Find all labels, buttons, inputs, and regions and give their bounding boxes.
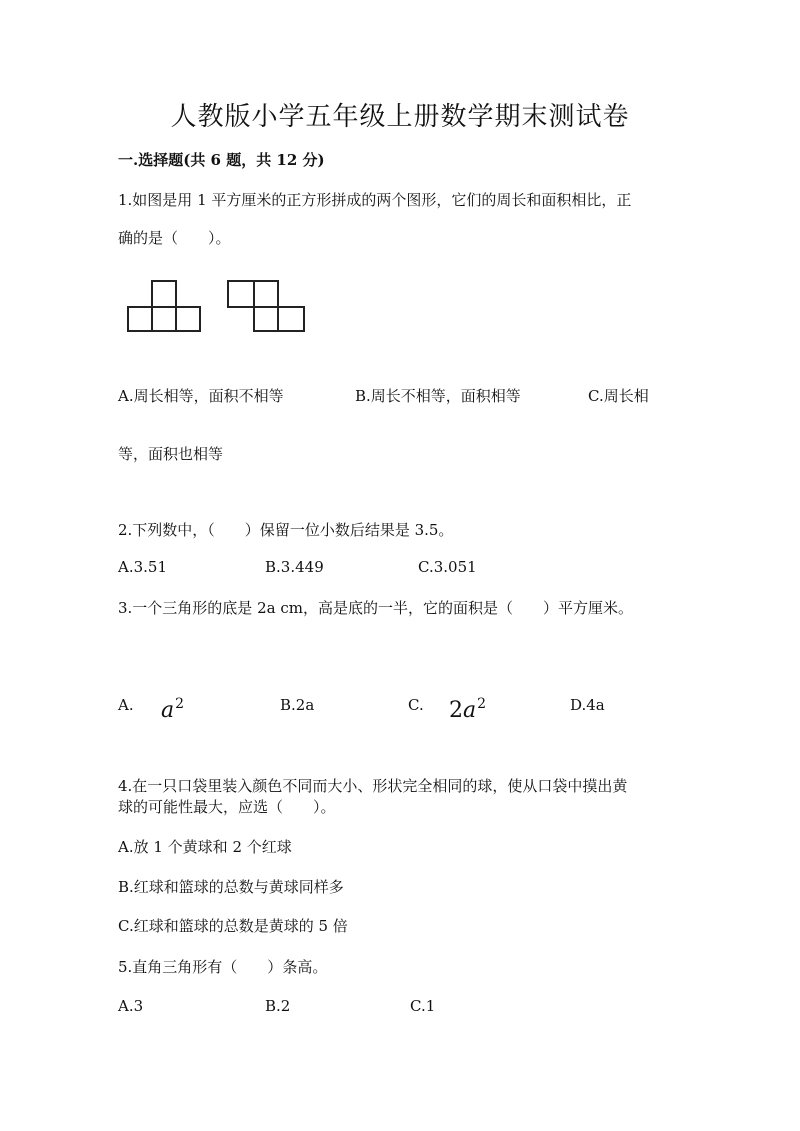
figure-right-square [278,307,304,331]
formula-exponent: 2 [175,696,185,712]
question-3-option-d: D.4a [570,696,605,714]
question-2-option-b: B.3.449 [265,558,324,576]
question-3-option-b: B.2a [280,696,315,714]
figure-left-square [152,307,176,331]
question-3-option-a-label: A. [118,696,134,714]
question-4-stem-line-2: 球的可能性最大，应选（ ）。 [118,798,336,816]
question-4-stem-line-1: 4.在一只口袋里装入颜色不同而大小、形状完全相同的球，使从口袋中摸出黄 [118,777,628,795]
question-1-figure [120,278,320,338]
figure-left-shape [128,281,200,331]
question-5-option-c: C.1 [410,997,436,1015]
question-1-option-c-line-2: 等，面积也相等 [118,445,224,463]
question-1-option-b: B.周长不相等，面积相等 [355,387,521,405]
figure-right-square [254,307,278,331]
question-3-stem: 3.一个三角形的底是 2a cm，高是底的一半，它的面积是（ ）平方厘米。 [118,599,633,617]
figure-right-square [254,281,278,307]
figure-left-square [152,281,176,307]
figure-left-square [128,307,152,331]
formula-coefficient: 2 [449,698,463,723]
question-5-option-a: A.3 [118,997,144,1015]
figure-right-shape [228,281,304,331]
question-4-option-a: A.放 1 个黄球和 2 个红球 [118,838,292,856]
formula-base: a [161,698,175,723]
page-title: 人教版小学五年级上册数学期末测试卷 [170,102,630,132]
question-2-option-c: C.3.051 [418,558,477,576]
question-3-option-a-formula [161,696,184,723]
question-4-option-c: C.红球和篮球的总数是黄球的 5 倍 [118,917,348,935]
formula-exponent: 2 [477,696,487,712]
question-1-option-c-line-1: C.周长相 [588,387,649,405]
figure-right-square [228,281,254,307]
question-1-option-a: A.周长相等，面积不相等 [118,387,284,405]
question-5-option-b: B.2 [265,997,291,1015]
question-3-option-c-formula [449,696,486,723]
question-4-option-b: B.红球和篮球的总数与黄球同样多 [118,878,344,896]
question-2-stem: 2.下列数中，（ ）保留一位小数后结果是 3.5。 [118,521,454,539]
figure-left-square [176,307,200,331]
formula-base: a [463,698,477,723]
question-1-stem-line-1: 1.如图是用 1 平方厘米的正方形拼成的两个图形，它们的周长和面积相比，正 [118,191,632,209]
question-2-option-a: A.3.51 [118,558,167,576]
question-1-stem-line-2: 确的是（ ）。 [118,229,231,247]
question-3-option-c-label: C. [408,696,424,714]
question-5-stem: 5.直角三角形有（ ）条高。 [118,958,328,976]
section-heading: 一.选择题(共 6 题，共 12 分) [118,151,325,169]
